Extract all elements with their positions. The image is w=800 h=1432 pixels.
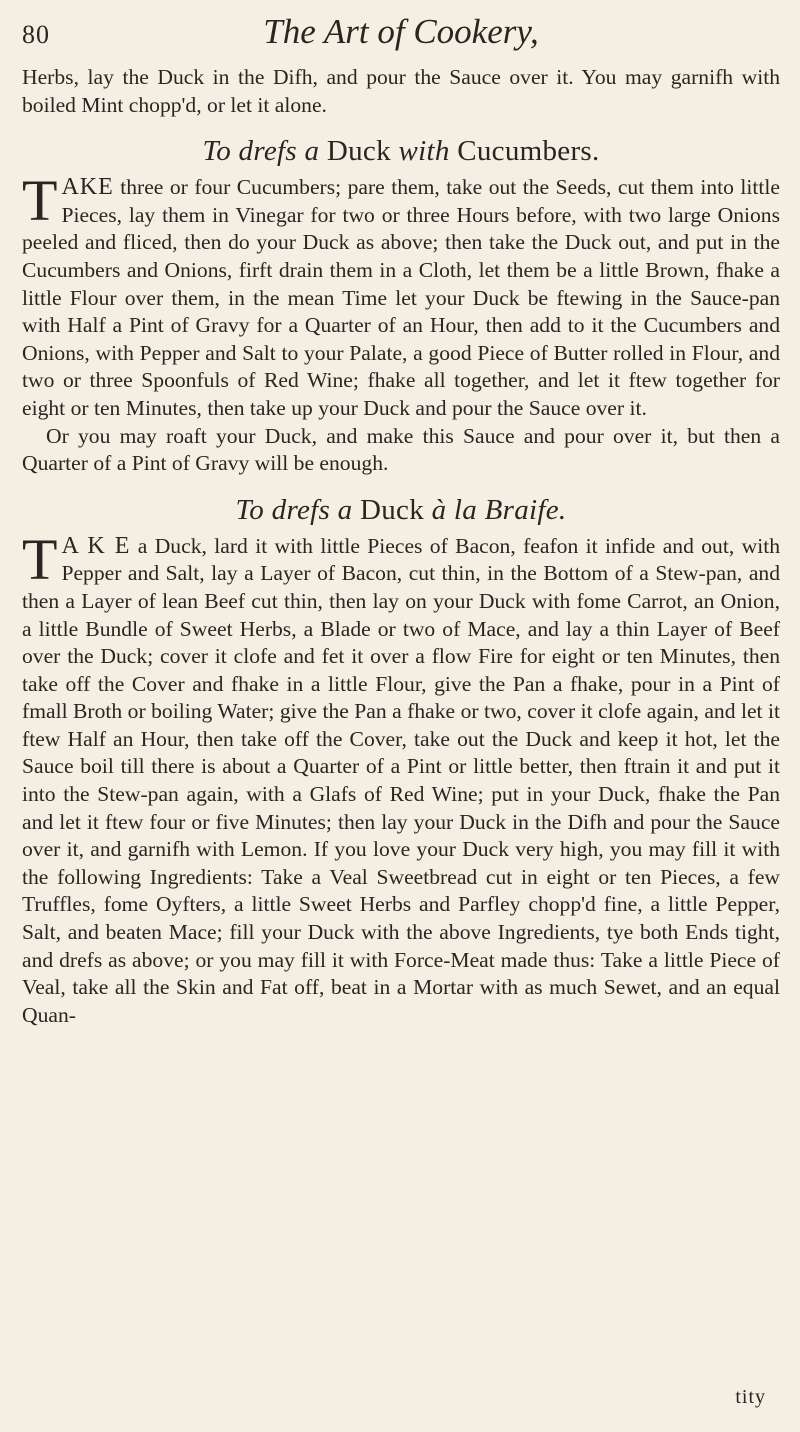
recipe-title: To drefs a Duck with Cucumbers.	[202, 135, 600, 168]
lead-word: A K E	[61, 532, 131, 559]
catchword: tity	[735, 1386, 766, 1408]
drop-cap: T	[22, 168, 58, 234]
recipe-note: Or you may roaft your Duck, and make this Sauce and pour over it, but then a Quarter of a Pint of Gravy will be enough.	[22, 423, 780, 476]
continued-paragraph: Herbs, lay the Duck in the Difh, and pour the Sauce over it. You may garnifh with boiled Mint chopp'd, or let it alone.	[22, 65, 780, 117]
recipe-cucumbers	[22, 135, 780, 478]
recipe-body	[22, 526, 781, 1030]
page-number: 80	[22, 20, 50, 49]
lead-word: AKE	[61, 174, 114, 201]
recipe-title: To drefs a Duck à la Braife.	[235, 493, 567, 526]
page-header	[22, 12, 780, 64]
recipe-text: a Duck, lard it with little Pieces of Bacon, feafon it infide and out, with Pepper and Salt, lay a Layer of Bacon, cut thin, in the Bottom of a Stew-pan, and then a Layer of lean Beef cut thin, then lay on your Duck with fome Carrot, an Onion, a little Bundle of Sweet Herbs, a Blade or two of Mace, and lay a thin Layer of Beef over the Duck; cover it clofe and fet it over a flow Fire for eight or ten Minutes, then take off the Cover and fhake in a little Flour, give the Pan a fhake, pour in a Pint of fmall Broth or boiling Water; give the Pan a fhake or two, cover it clofe again, and let it ftew Half an Hour, then take off the Cover, take out the Duck and keep it hot, let the Sauce boil till there is about a Quarter of a Pint or little better, then ftrain it and put it into the Stew-pan again, with a Glafs of Red Wine; put in your Duck, fhake the Pan and let it ftew four or five Minutes; then lay your Duck in the Difh and pour the Sauce over it, and garnifh with Lemon. If you love your Duck very high, you may fill it with the following Ingredients: Take a Veal Sweetbread cut in eight or ten Pieces, a few Truffles, fome Oyfters, a little Sweet Herbs and Parfley chopp'd fine, a little Pepper, Salt, and beaten Mace; fill your Duck with the above Ingredients, tye both Ends tight, and drefs as above; or you may fill it with Force-Meat made thus: Take a little Piece of Veal, take all the Skin and Fat off, beat in a Mortar with as much Sewet, and an equal Quan-	[22, 533, 781, 1027]
recipe-body	[22, 168, 780, 422]
recipe-text: three or four Cucumbers; pare them, take out the Seeds, cut them into little Pieces, lay them in Vinegar for two or three Hours before, with two large Onions peeled and fliced, then do your Duck as above; then take the Duck out, and put in the Cucumbers and Onions, firft drain them in a Cloth, let them be a little Brown, fhake a little Flour over them, in the mean Time let your Duck be ftewing in the Sauce-pan with Half a Pint of Gravy for a Quarter of an Hour, then add to it the Cucumbers and Onions, with Pepper and Salt to your Palate, a good Piece of Butter rolled in Flour, and two or three Spoonfuls of Red Wine; fhake all together, and let it ftew together for eight or ten Minutes, then take up your Duck and pour the Sauce over it.	[22, 175, 780, 420]
drop-cap: T	[22, 526, 58, 592]
recipe-braise	[22, 494, 780, 1030]
running-title: The Art of Cookery,	[263, 12, 539, 51]
